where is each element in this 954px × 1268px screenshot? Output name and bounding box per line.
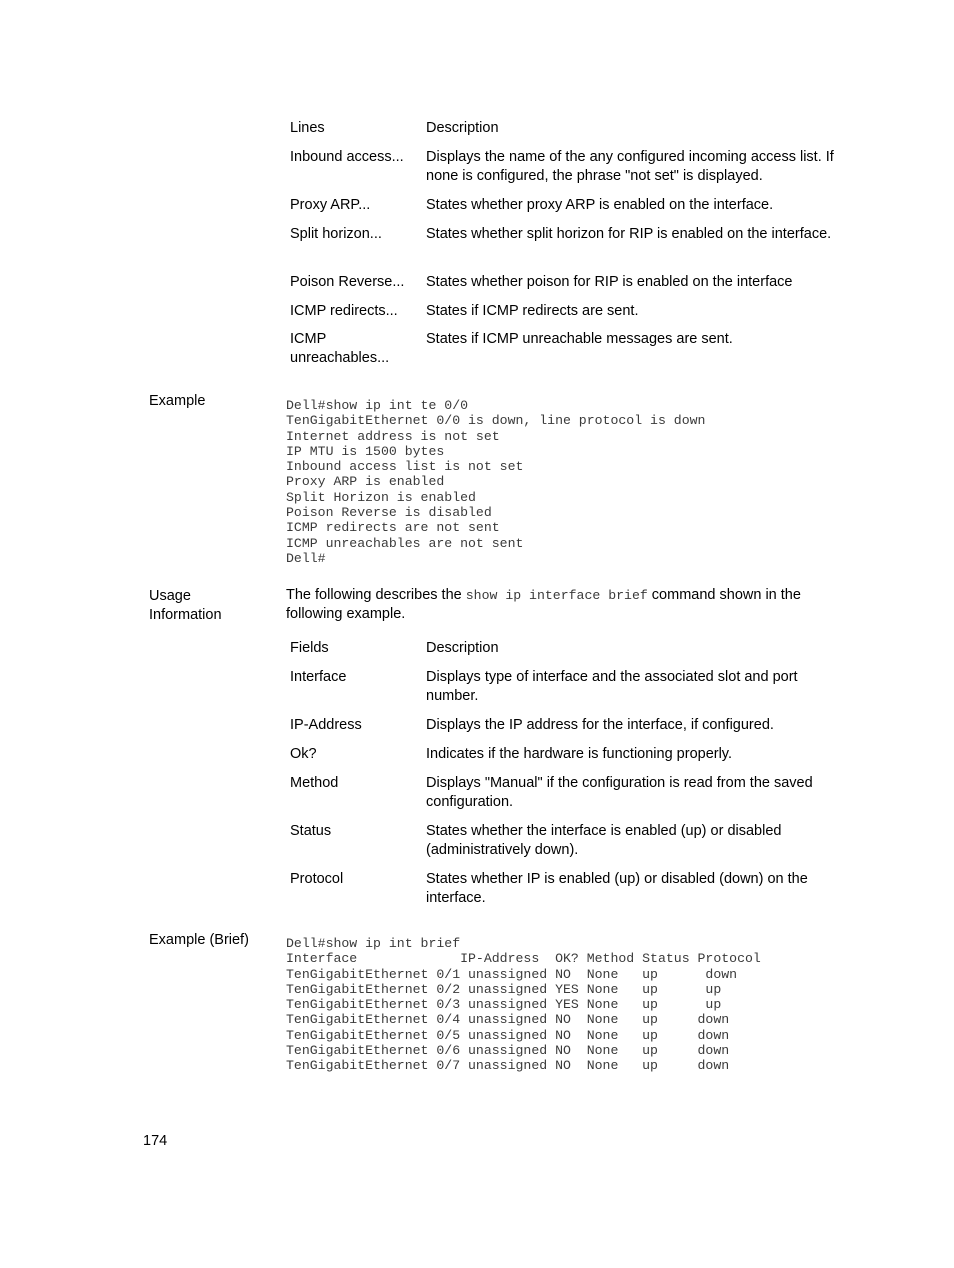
lines-table-header: [290, 119, 835, 148]
row-term: IP-Address: [290, 717, 362, 733]
usage-text-before: The following describes the: [286, 587, 466, 603]
table-row: [290, 870, 835, 910]
row-term: Status: [290, 823, 332, 839]
row-term: Split horizon...: [290, 226, 382, 242]
row-term: Poison Reverse...: [290, 274, 405, 290]
example-brief-label: Example (Brief): [149, 932, 249, 948]
row-term: Ok?: [290, 746, 317, 762]
usage-text: [286, 586, 836, 624]
usage-text-after: command shown in the following example.: [286, 587, 801, 622]
row-term: ICMP redirects...: [290, 303, 398, 319]
example-brief-code: Dell#show ip int brief Interface IP-Address OK? Method Status Protocol TenGigabitEthernet 0/1 unassigned NO None up down TenGigabitEthernet 0/2 unassigned YES None up up TenGigabitEthernet 0/3 unassigned YES None up up TenGigabitEthernet 0/4 unassigned NO None up down TenGigabitEthernet 0/5 unassigned NO None up down TenGigabitEthernet 0/6 unassigned NO None up down TenGigabitEthernet 0/7 unassigned NO None up down: [286, 936, 761, 1074]
table-row: [290, 302, 835, 330]
row-description: States whether proxy ARP is enabled on the interface.: [426, 197, 774, 213]
row-description: States whether poison for RIP is enabled on the interface: [426, 274, 793, 290]
row-description: Displays "Manual" if the configuration is read from the saved configuration.: [426, 775, 813, 810]
table-row: [290, 148, 835, 196]
lines-header-col2: Description: [426, 120, 499, 136]
row-term: Method: [290, 775, 339, 791]
table-row: [290, 822, 835, 870]
row-description: States whether split horizon for RIP is enabled on the interface.: [426, 226, 832, 242]
lines-header-col1: Lines: [290, 120, 325, 136]
table-row: [290, 330, 835, 370]
row-term: Protocol: [290, 871, 344, 887]
row-description: Displays the name of the any configured incoming access list. If none is configured, the phrase "not set" is displayed.: [426, 149, 834, 184]
table-row: [290, 774, 835, 822]
example-code: Dell#show ip int te 0/0 TenGigabitEthernet 0/0 is down, line protocol is down Internet address is not set IP MTU is 1500 bytes Inbound access list is not set Proxy ARP is enabled Split Horizon is enabled Poison Reverse is disabled ICMP redirects are not sent ICMP unreachables are not sent Dell#: [286, 398, 706, 566]
row-term: Proxy ARP...: [290, 197, 371, 213]
example-label: Example: [149, 393, 206, 409]
row-term: Inbound access...: [290, 149, 404, 165]
row-description: States if ICMP redirects are sent.: [426, 303, 639, 319]
usage-command: show ip interface brief: [465, 588, 648, 603]
row-term: Interface: [290, 669, 347, 685]
table-row: [290, 273, 835, 302]
table-row: [290, 196, 835, 225]
table-row: [290, 716, 835, 745]
row-description: States whether IP is enabled (up) or disabled (down) on the interface.: [426, 871, 808, 906]
row-description: Displays type of interface and the associated slot and port number.: [426, 669, 798, 704]
row-description: Displays the IP address for the interface, if configured.: [426, 717, 774, 733]
table-row: [290, 225, 835, 273]
usage-label: Usage Information: [149, 588, 222, 623]
lines-table: [290, 119, 835, 370]
row-term: ICMP unreachables...: [290, 331, 390, 366]
fields-header-col2: Description: [426, 640, 499, 656]
table-row: [290, 745, 835, 774]
page-number: 174: [143, 1133, 168, 1149]
fields-table: [290, 639, 835, 910]
row-description: States if ICMP unreachable messages are sent.: [426, 331, 733, 347]
row-description: States whether the interface is enabled (up) or disabled (administratively down).: [426, 823, 782, 858]
table-row: [290, 668, 835, 716]
fields-table-header: [290, 639, 835, 668]
row-description: Indicates if the hardware is functioning properly.: [426, 746, 733, 762]
fields-header-col1: Fields: [290, 640, 329, 656]
